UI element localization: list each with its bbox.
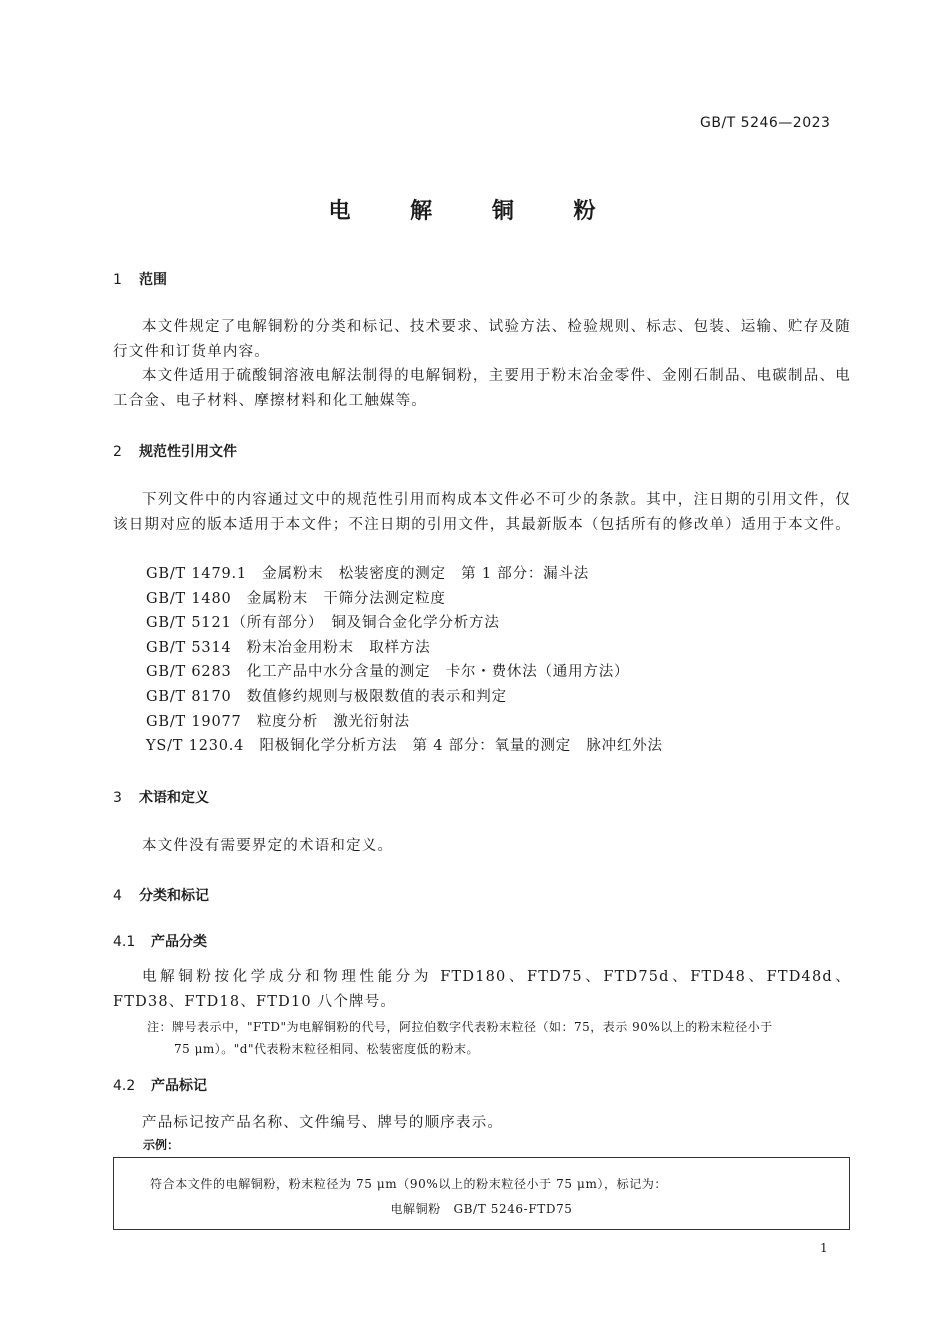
reference-item: GB/T 8170 数值修约规则与极限数值的表示和判定 <box>146 688 507 705</box>
subsection-heading-product-marking <box>113 1075 207 1095</box>
reference-list <box>146 562 663 759</box>
note-line: 75 μm）。"d"代表粉末粒径相同、松装密度低的粉末。 <box>174 1041 479 1056</box>
section-title: 范围 <box>139 272 167 288</box>
reference-item: GB/T 1480 金属粉末 干筛分法测定粒度 <box>146 590 446 607</box>
document-title: 电 解 铜 粉 <box>328 199 622 224</box>
classification-body <box>113 965 851 1014</box>
paragraph: 本文件适用于硫酸铜溶液电解法制得的电解铜粉，主要用于粉末冶金零件、金刚石制品、电碳制品、电工合金、电子材料、摩擦材料和化工触媒等。 <box>113 368 851 409</box>
section-number: 4.2 <box>113 1078 136 1094</box>
section-number: 3 <box>113 790 122 806</box>
note-line: 注：牌号表示中，"FTD"为电解铜粉的代号，阿拉伯数字代表粉末粒径（如：75，表示 90%以上的粉末粒径小于 <box>147 1020 773 1034</box>
example-text: 符合本文件的电解铜粉，粉末粒径为 75 μm（90%以上的粉末粒径小于 75 μm），标记为： <box>150 1177 668 1191</box>
section-title: 产品标记 <box>151 1078 207 1094</box>
example-marking: 电解铜粉 GB/T 5246-FTD75 <box>390 1202 573 1216</box>
section-heading-classification-marking <box>113 885 209 905</box>
reference-item: GB/T 19077 粒度分析 激光衍射法 <box>146 713 410 730</box>
reference-item: YS/T 1230.4 阳极铜化学分析方法 第 4 部分：氧量的测定 脉冲红外法 <box>146 738 663 755</box>
reference-item: GB/T 5121（所有部分） 铜及铜合金化学分析方法 <box>146 615 500 632</box>
paragraph: 下列文件中的内容通过文中的规范性引用而构成本文件必不可少的条款。其中，注日期的引用文件，仅该日期对应的版本适用于本文件；不注日期的引用文件，其最新版本（包括所有的修改单）适用于本文件。 <box>113 492 851 533</box>
section-number: 1 <box>113 272 122 288</box>
scope-body <box>113 315 851 413</box>
section-heading-terms <box>113 787 209 807</box>
example-box <box>113 1157 850 1230</box>
section-heading-scope <box>113 269 167 289</box>
paragraph: 本文件规定了电解铜粉的分类和标记、技术要求、试验方法、检验规则、标志、包装、运输、贮存及随行文件和订货单内容。 <box>113 319 851 360</box>
section-title: 规范性引用文件 <box>139 444 237 460</box>
section-number: 4 <box>113 888 122 904</box>
section-title: 分类和标记 <box>139 888 209 904</box>
paragraph: 电解铜粉按化学成分和物理性能分为 FTD180、FTD75、FTD75d、FTD48、FTD48d、FTD38、FTD18、FTD10 八个牌号。 <box>113 969 851 1010</box>
reference-item: GB/T 1479.1 金属粉末 松装密度的测定 第 1 部分：漏斗法 <box>146 566 590 582</box>
section-title: 术语和定义 <box>139 790 209 806</box>
paragraph: 产品标记按产品名称、文件编号、牌号的顺序表示。 <box>142 1115 504 1131</box>
paragraph: 本文件没有需要界定的术语和定义。 <box>142 838 394 854</box>
page-number: 1 <box>820 1241 828 1255</box>
classification-note <box>147 1017 851 1060</box>
reference-item: GB/T 5314 粉末冶金用粉末 取样方法 <box>146 639 431 656</box>
section-heading-normative-references <box>113 441 237 461</box>
marking-body <box>113 1111 851 1136</box>
terms-body <box>113 834 851 859</box>
reference-item: GB/T 6283 化工产品中水分含量的测定 卡尔・费休法（通用方法） <box>146 664 630 681</box>
section-title: 产品分类 <box>151 934 207 950</box>
example-label: 示例： <box>143 1138 180 1152</box>
section-number: 2 <box>113 444 122 460</box>
standard-number: GB/T 5246—2023 <box>700 115 831 131</box>
section-number: 4.1 <box>113 934 136 950</box>
subsection-heading-product-classification <box>113 931 207 951</box>
normative-intro <box>113 488 851 537</box>
